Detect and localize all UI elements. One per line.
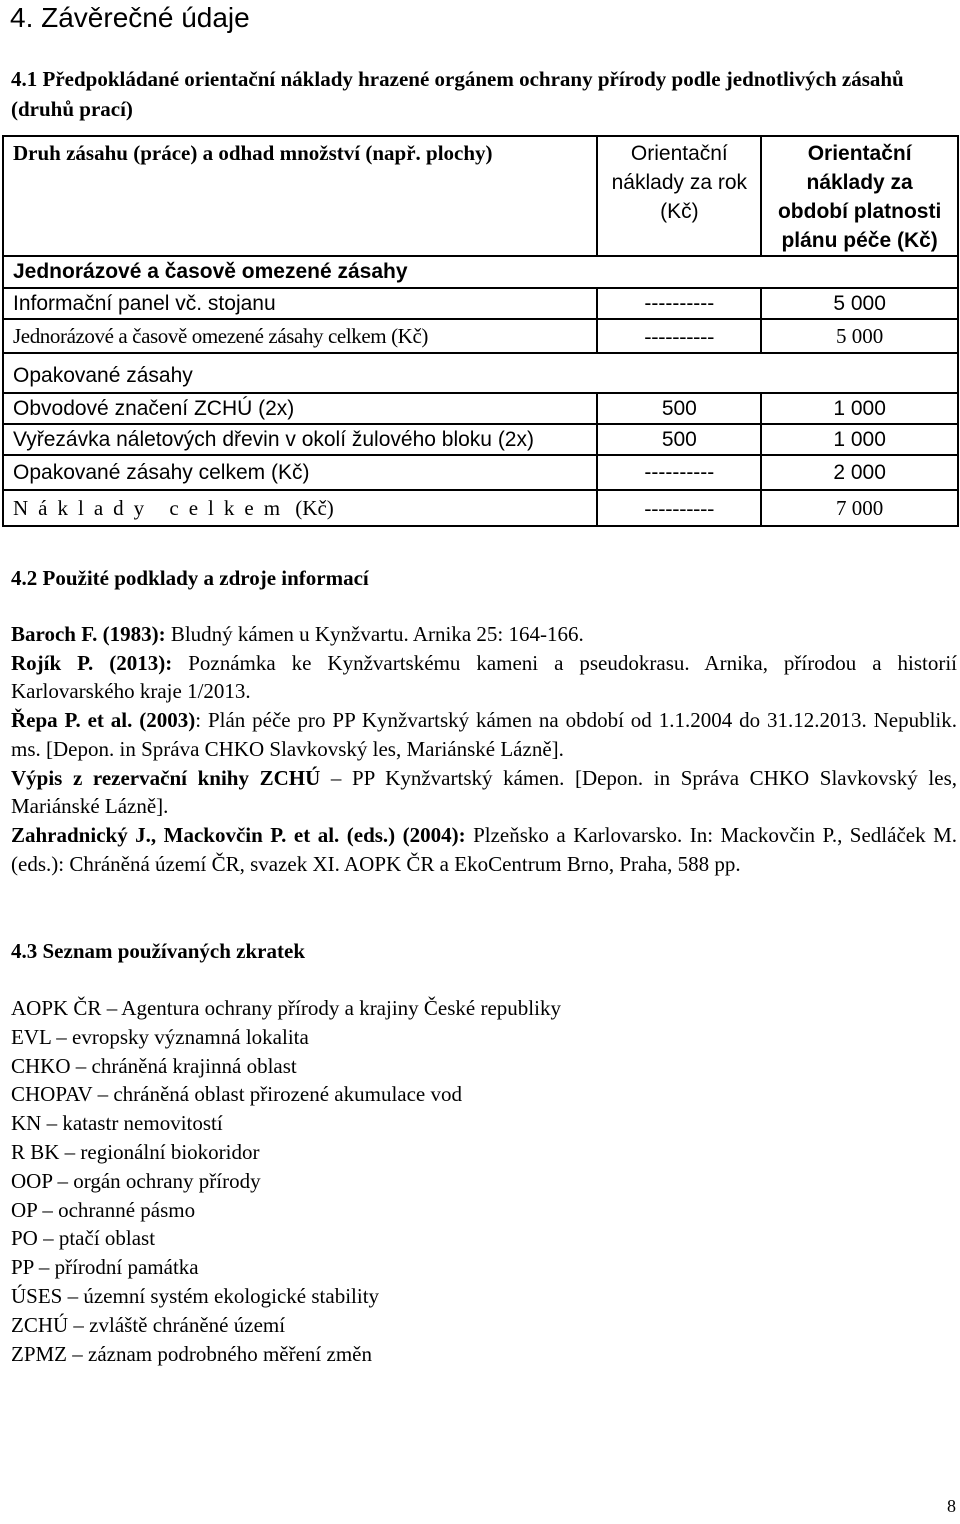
list-item: EVL – evropsky významná lokalita bbox=[11, 1024, 309, 1049]
reference-item bbox=[11, 706, 957, 763]
reference-text: – PP Kynžvartský kámen. [Depon. in Správa CHKO Slavkovský les, Mariánské Lázně]. bbox=[11, 765, 957, 819]
section-row-one-time bbox=[3, 256, 958, 288]
subtotal-per-year: ---------- bbox=[597, 319, 761, 353]
subtotal-per-year: ---------- bbox=[597, 455, 761, 490]
table-row bbox=[3, 393, 958, 424]
reference-text: Poznámka ke Kynžvartskému kameni a pseudokrasu. Arnika, přírodou a historií Karlovarského kraje 1/2013. bbox=[11, 650, 958, 704]
grand-total-row bbox=[3, 490, 958, 526]
list-item: ÚSES – územní systém ekologické stability bbox=[11, 1283, 380, 1308]
list-item: KN – katastr nemovitostí bbox=[11, 1111, 223, 1136]
reference-text: : Plán péče pro PP Kynžvartský kámen na období od 1.1.2004 do 31.12.2013. Nepublik. ms. [Depon. in Správa CHKO Slavkovský les, Mariánské Lázně]. bbox=[11, 708, 957, 761]
section-43-title: 4.3 Seznam používaných zkratek bbox=[11, 939, 305, 963]
table-header-row bbox=[3, 136, 958, 256]
abbreviations-list bbox=[11, 994, 561, 1368]
reference-item bbox=[11, 764, 957, 821]
header-activity: Druh zásahu (práce) a odhad množství (např. plochy) bbox=[3, 136, 597, 256]
header-cost-per-year: Orientační náklady za rok (Kč) bbox=[597, 136, 761, 256]
row-total: 1 000 bbox=[761, 393, 958, 424]
header-cost-total: Orientační náklady za období platnosti plánu péče (Kč) bbox=[761, 136, 958, 256]
section-heading: 4. Závěrečné údaje bbox=[10, 2, 250, 33]
reference-author: Rojík P. (2013): bbox=[11, 650, 173, 675]
section-42-title: 4.2 Použité podklady a zdroje informací bbox=[11, 566, 369, 590]
subtotal-row-repeated bbox=[3, 455, 958, 490]
table-row bbox=[3, 424, 958, 455]
costs-table bbox=[2, 135, 959, 527]
reference-text: Plzeňsko a Karlovarsko. In: Mackovčin P., Sedláček M. (eds.): Chráněná území ČR, svazek XI. AOPK ČR a EkoCentrum Brno, Praha, 588 pp. bbox=[11, 822, 957, 876]
row-total: 1 000 bbox=[761, 424, 958, 455]
section-row-repeated bbox=[3, 353, 958, 393]
subtotal-row-one-time bbox=[3, 319, 958, 353]
list-item: AOPK ČR – Agentura ochrany přírody a krajiny České republiky bbox=[11, 996, 561, 1020]
list-item: ZCHÚ – zvláště chráněné území bbox=[11, 1312, 286, 1337]
reference-author: Zahradnický J., Mackovčin P. et al. (eds.) (2004): bbox=[11, 822, 466, 847]
list-item: ZPMZ – záznam podrobného měření změn bbox=[11, 1341, 372, 1366]
row-per-year: ---------- bbox=[597, 288, 761, 319]
table-row bbox=[3, 288, 958, 319]
reference-author: Výpis z rezervační knihy ZCHÚ bbox=[11, 765, 321, 790]
section-label-one-time: Jednorázové a časově omezené zásahy bbox=[3, 256, 958, 288]
page-number: 8 bbox=[947, 1496, 956, 1516]
row-per-year: 500 bbox=[597, 393, 761, 424]
list-item: R BK – regionální biokoridor bbox=[11, 1139, 260, 1164]
list-item: PP – přírodní památka bbox=[11, 1255, 199, 1280]
row-name: Informační panel vč. stojanu bbox=[3, 288, 597, 319]
section-41-title: 4.1 Předpokládané orientační náklady hrazené orgánem ochrany přírody podle jednotlivých zásahů (druhů prací) bbox=[11, 67, 904, 121]
grand-total-name: Náklady celkem bbox=[13, 495, 291, 520]
subtotal-total: 5 000 bbox=[761, 319, 958, 353]
row-per-year: 500 bbox=[597, 424, 761, 455]
list-item: CHKO – chráněná krajinná oblast bbox=[11, 1053, 297, 1078]
list-item: OP – ochranné pásmo bbox=[11, 1197, 196, 1222]
row-total: 5 000 bbox=[761, 288, 958, 319]
grand-total-label bbox=[3, 490, 597, 526]
row-name: Vyřezávka náletových dřevin v okolí žulového bloku (2x) bbox=[3, 424, 597, 455]
grand-total-total: 7 000 bbox=[761, 490, 958, 526]
subtotal-total: 2 000 bbox=[761, 455, 958, 490]
row-name: Obvodové značení ZCHÚ (2x) bbox=[3, 393, 597, 424]
grand-total-unit: (Kč) bbox=[295, 495, 334, 520]
list-item: CHOPAV – chráněná oblast přirozené akumulace vod bbox=[11, 1082, 463, 1107]
reference-item bbox=[11, 821, 957, 878]
reference-item bbox=[11, 649, 957, 706]
list-item: OOP – orgán ochrany přírody bbox=[11, 1168, 261, 1193]
reference-text: Bludný kámen u Kynžvartu. Arnika 25: 164-166. bbox=[165, 622, 584, 646]
references-list bbox=[11, 620, 957, 878]
subtotal-name: Opakované zásahy celkem (Kč) bbox=[3, 455, 597, 490]
reference-author: Řepa P. et al. (2003) bbox=[11, 708, 196, 733]
section-label-repeated: Opakované zásahy bbox=[3, 353, 958, 393]
reference-item bbox=[11, 620, 957, 649]
grand-total-per-year: ---------- bbox=[597, 490, 761, 526]
subtotal-name: Jednorázové a časově omezené zásahy celkem (Kč) bbox=[3, 319, 597, 353]
reference-author: Baroch F. (1983): bbox=[11, 622, 166, 646]
list-item: PO – ptačí oblast bbox=[11, 1226, 156, 1251]
